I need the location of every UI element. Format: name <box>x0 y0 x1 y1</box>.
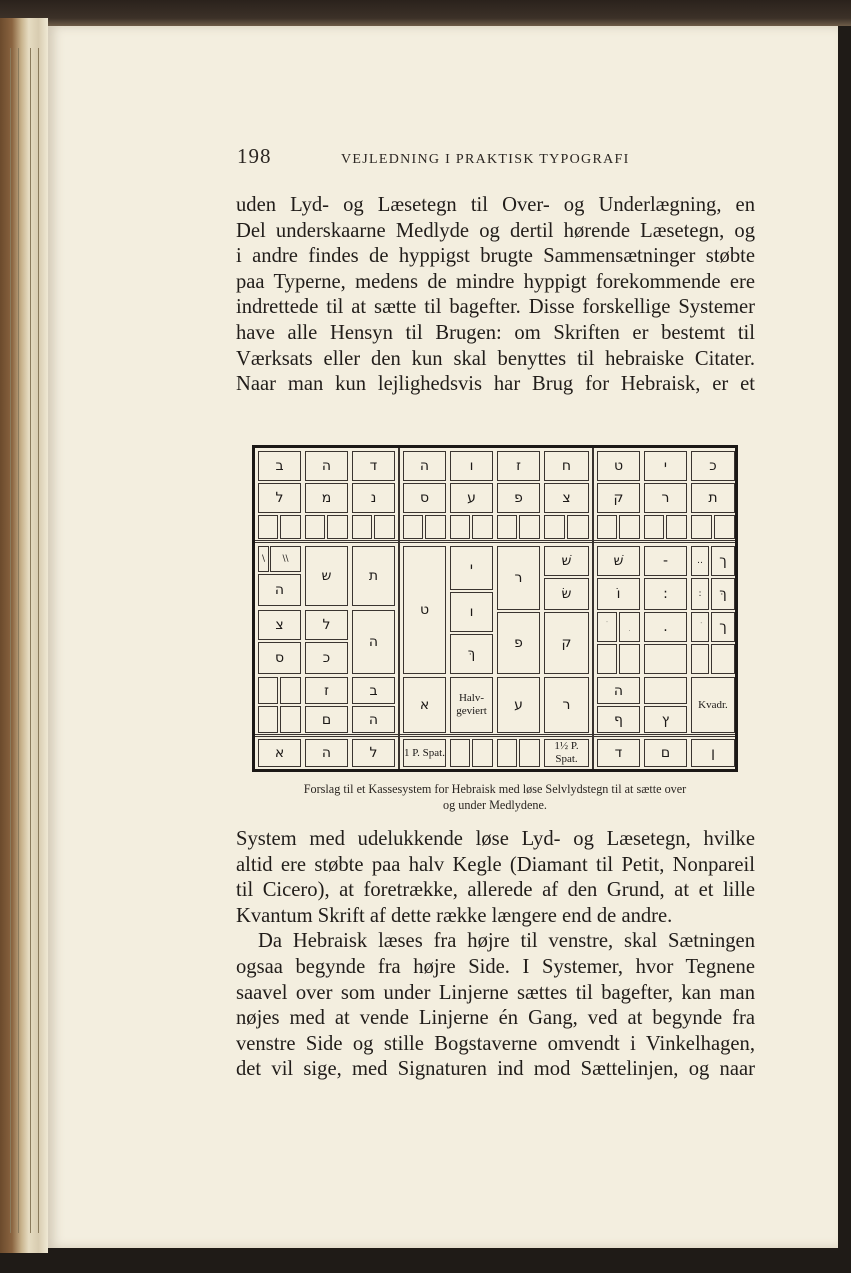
empty-cell <box>374 515 395 539</box>
case-cell: ף <box>597 706 640 733</box>
empty-cell <box>305 515 325 539</box>
case-cell: ן <box>691 739 735 767</box>
book-spine <box>0 18 48 1253</box>
caption-line: og under Medlydene. <box>443 797 547 812</box>
case-cell: - <box>644 546 687 576</box>
section-divider <box>398 448 400 769</box>
case-cell: ב <box>258 451 301 481</box>
case-cell: : <box>644 578 687 610</box>
case-cell: ד <box>352 451 395 481</box>
case-cell: ה <box>352 706 395 733</box>
case-cell: ל <box>305 610 348 640</box>
empty-cell <box>544 515 565 539</box>
section-divider <box>255 734 735 737</box>
case-cell: צ <box>544 483 589 513</box>
empty-cell <box>666 515 687 539</box>
section-divider <box>255 540 735 543</box>
case-cell: ז <box>497 451 540 481</box>
book-top-edge <box>0 0 851 26</box>
case-cell: שׁ <box>597 546 640 576</box>
empty-cell <box>644 644 687 674</box>
empty-cell <box>519 739 540 767</box>
empty-cell <box>597 644 617 674</box>
case-cell: ה <box>597 677 640 704</box>
case-cell: צ <box>258 610 301 640</box>
case-cell: ץ <box>644 706 687 733</box>
case-cell: א <box>258 739 301 767</box>
case-cell: ךּ <box>450 634 493 674</box>
case-cell: שׁ <box>544 546 589 576</box>
case-cell: י <box>450 546 493 590</box>
case-cell: נ <box>352 483 395 513</box>
text-line: det vil sige, med Signaturen ind mod Sættelinjen, og naar <box>236 1058 755 1081</box>
case-cell: ט <box>597 451 640 481</box>
case-cell: א <box>403 677 446 733</box>
empty-cell <box>714 515 735 539</box>
case-cell: מ <box>305 483 348 513</box>
case-cell: ע <box>497 677 540 733</box>
case-cell: ה <box>305 739 348 767</box>
empty-cell <box>280 706 301 733</box>
case-cell: כ <box>691 451 735 481</box>
case-cell: ש <box>305 546 348 606</box>
running-head: VEJLEDNING I PRAKTISK TYPOGRAFI <box>341 152 630 167</box>
case-cell: ך <box>711 546 735 576</box>
case-cell: פ <box>497 612 540 674</box>
empty-cell <box>567 515 589 539</box>
case-cell: : <box>691 578 709 610</box>
case-cell: \ <box>258 546 269 572</box>
halbgeviert-label: Halv-geviert <box>450 677 493 733</box>
empty-cell <box>644 515 664 539</box>
empty-cell <box>472 515 493 539</box>
text-line: Naar man kun lejlighedsvis har Brug for Hebraisk, er et <box>236 373 755 396</box>
text-line: saavel over som under Linjerne sættes til bagefter, kan man <box>236 981 755 1004</box>
text-line: have alle Hensyn til Brugen: om Skriften er bestemt til <box>236 321 755 344</box>
text-line: Værksats eller den kun skal benyttes til hebraiske Citater. <box>236 347 755 370</box>
case-cell: ם <box>305 706 348 733</box>
type-case-table <box>252 445 738 772</box>
text-line: nøjes med at vende Linjerne én Gang, ved at begynde fra <box>236 1007 755 1030</box>
page-number: 198 <box>237 144 272 168</box>
case-cell: ה <box>352 610 395 674</box>
case-cell: ר <box>644 483 687 513</box>
case-cell: ‥ <box>691 546 709 576</box>
text-line: i andre findes de hyppigst brugte Sammensætninger støbte <box>236 245 755 268</box>
empty-cell <box>258 677 278 704</box>
case-cell: ל <box>258 483 301 513</box>
case-cell <box>597 612 617 642</box>
text-line: Kvantum Skrift af dette række længere end de andre. <box>236 904 673 927</box>
empty-cell <box>519 515 540 539</box>
kvadrat-label: Kvadr. <box>691 677 735 733</box>
case-cell: ל <box>352 739 395 767</box>
case-cell: ד <box>597 739 640 767</box>
case-cell: ק <box>544 612 589 674</box>
empty-cell <box>597 515 617 539</box>
empty-cell <box>450 515 470 539</box>
empty-cell <box>472 739 493 767</box>
case-cell: ב <box>352 677 395 704</box>
case-cell: שׂ <box>544 578 589 610</box>
table-caption <box>252 782 738 813</box>
text-line: Del underskaarne Medlyde og dertil hørende Læsetegn, og <box>236 219 755 242</box>
empty-cell <box>403 515 423 539</box>
empty-cell <box>691 515 712 539</box>
case-cell <box>619 612 640 642</box>
case-cell: \\ <box>270 546 301 572</box>
text-line: ogsaa begynde fra højre Side. I Systemer, hvor Tegnene <box>236 955 755 978</box>
text-line: til Cicero), at foretrække, allerede af den Grund, at et lille <box>236 879 755 902</box>
case-cell: פ <box>497 483 540 513</box>
paragraph-bottom <box>236 827 755 1083</box>
page-header <box>237 144 637 174</box>
case-cell: ך <box>711 612 735 642</box>
case-cell: ם <box>644 739 687 767</box>
empty-cell <box>711 644 735 674</box>
case-cell: וֹ <box>597 578 640 610</box>
text-line: System med udelukkende løse Lyd- og Læsetegn, hvilke <box>236 828 755 850</box>
empty-cell <box>327 515 348 539</box>
empty-cell <box>644 677 687 704</box>
empty-cell <box>497 739 517 767</box>
paragraph-top <box>236 193 755 398</box>
case-cell: ס <box>403 483 446 513</box>
section-divider <box>592 448 594 769</box>
case-cell: ת <box>691 483 735 513</box>
empty-cell <box>425 515 446 539</box>
spatium-label: 1 P. Spat. <box>403 739 446 767</box>
case-cell: ת <box>352 546 395 606</box>
empty-cell <box>258 706 278 733</box>
case-cell: ה <box>305 451 348 481</box>
case-cell: . <box>644 612 687 642</box>
case-cell: ר <box>544 677 589 733</box>
spatium-label: 1½ P. Spat. <box>544 739 589 767</box>
case-cell <box>691 612 709 642</box>
case-cell: ט <box>403 546 446 674</box>
empty-cell <box>497 515 517 539</box>
text-line: indrettede til at sætte til bagefter. Disse forskellige Systemer <box>236 296 755 319</box>
case-cell: ו <box>450 451 493 481</box>
text-line: uden Lyd- og Læsetegn til Over- og Underlægning, en <box>236 194 755 216</box>
empty-cell <box>258 515 278 539</box>
text-line: altid ere støbte paa halv Kegle (Diamant til Petit, Nonpareil <box>236 853 755 876</box>
case-cell: ע <box>450 483 493 513</box>
case-cell: ק <box>597 483 640 513</box>
empty-cell <box>619 515 640 539</box>
text-line: Da Hebraisk læses fra højre til venstre, skal Sætningen <box>258 930 755 953</box>
case-cell: כ <box>305 642 348 674</box>
case-cell: ה <box>403 451 446 481</box>
empty-cell <box>280 677 301 704</box>
case-cell: ו <box>450 592 493 632</box>
text-line: venstre Side og stille Bogstaverne omvendt i Vinkelhagen, <box>236 1032 755 1055</box>
text-line: paa Typerne, medens de mindre hyppigt forekommende ere <box>236 270 755 293</box>
empty-cell <box>280 515 301 539</box>
case-cell: ז <box>305 677 348 704</box>
empty-cell <box>691 644 709 674</box>
case-cell: ר <box>497 546 540 610</box>
empty-cell <box>619 644 640 674</box>
case-cell: ס <box>258 642 301 674</box>
case-cell: ךּ <box>711 578 735 610</box>
case-cell: ה <box>258 574 301 606</box>
case-cell: י <box>644 451 687 481</box>
case-cell: ח <box>544 451 589 481</box>
caption-line: Forslag til et Kassesystem for Hebraisk med løse Selvlydstegn til at sætte over <box>303 782 687 796</box>
empty-cell <box>352 515 372 539</box>
empty-cell <box>450 739 470 767</box>
